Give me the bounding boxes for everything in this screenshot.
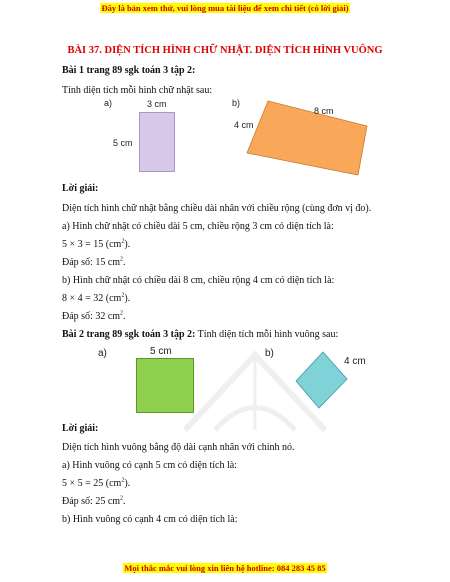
lesson-title: BÀI 37. DIỆN TÍCH HÌNH CHỮ NHẬT. DIỆN TÍCH HÌNH VUÔNG (67, 45, 383, 56)
ex1-fig-a-label: a) (104, 98, 113, 108)
ex1-fig-b-label: b) (232, 98, 241, 108)
ex2-solution-intro: Diện tích hình vuông bằng độ dài cạnh nhân với chính nó. (62, 442, 295, 453)
ex2-heading-line: Bài 2 trang 89 sgk toán 3 tập 2: Tính diện tích mỗi hình vuông sau: (62, 329, 339, 340)
ex1-solution-heading: Lời giải: (62, 183, 99, 194)
ex1-fig-a-height: 5 cm (113, 138, 133, 148)
ex1-a-text: a) Hình chữ nhật có chiều dài 5 cm, chiều rộng 3 cm có diện tích là: (62, 221, 334, 232)
ex2-b-text: b) Hình vuông có cạnh 4 cm có diện tích là: (62, 514, 238, 525)
ex1-solution-intro: Diện tích hình chữ nhật bằng chiều dài nhân với chiều rộng (cùng đơn vị đo). (62, 203, 372, 214)
ex1-fig-b-long: 8 cm (314, 106, 334, 116)
rectangle-b-shape (247, 101, 367, 175)
ex1-a-answer: Đáp số: 15 $cm^2$. (62, 256, 126, 268)
rectangle-b (240, 95, 380, 185)
square-b (292, 348, 352, 412)
square-b-shape (296, 352, 347, 408)
ex2-fig-b-label: b) (265, 348, 274, 359)
ex2-solution-heading: Lời giải: (62, 423, 99, 434)
ex2-a-text: a) Hình vuông có cạnh 5 cm có diện tích là: (62, 460, 237, 471)
rectangle-a (139, 112, 175, 172)
ex2-a-answer: Đáp số: 25 $cm^2$. (62, 495, 126, 507)
top-preview-banner: Đây là bản xem thử, vui lòng mua tài liệu để xem chi tiết (có lời giải) (101, 3, 349, 13)
ex2-fig-a-side: 5 cm (150, 346, 172, 357)
ex1-prompt: Tính diện tích mỗi hình chữ nhật sau: (62, 85, 213, 96)
square-a (136, 358, 194, 413)
ex1-a-calc: 5 × 3 = 15 $(cm^2)$. (62, 238, 131, 250)
ex1-b-text: b) Hình chữ nhật có chiều dài 8 cm, chiều rộng 4 cm có diện tích là: (62, 275, 335, 286)
ex1-heading: Bài 1 trang 89 sgk toán 3 tập 2: (62, 65, 196, 76)
ex1-b-answer: Đáp số: 32 $cm^2$. (62, 310, 126, 322)
ex2-fig-b-side: 4 cm (344, 356, 366, 367)
ex1-fig-b-short: 4 cm (234, 120, 254, 130)
ex2-fig-a-label: a) (98, 348, 107, 359)
ex1-fig-a-width: 3 cm (147, 99, 167, 109)
ex2-a-calc: 5 × 5 = 25 $(cm^2)$. (62, 477, 131, 489)
bottom-hotline-banner: Mọi thắc mắc vui lòng xin liên hệ hotline: 084 283 45 85 (124, 563, 326, 573)
ex1-b-calc: 8 × 4 = 32 $(cm^2)$. (62, 292, 131, 304)
